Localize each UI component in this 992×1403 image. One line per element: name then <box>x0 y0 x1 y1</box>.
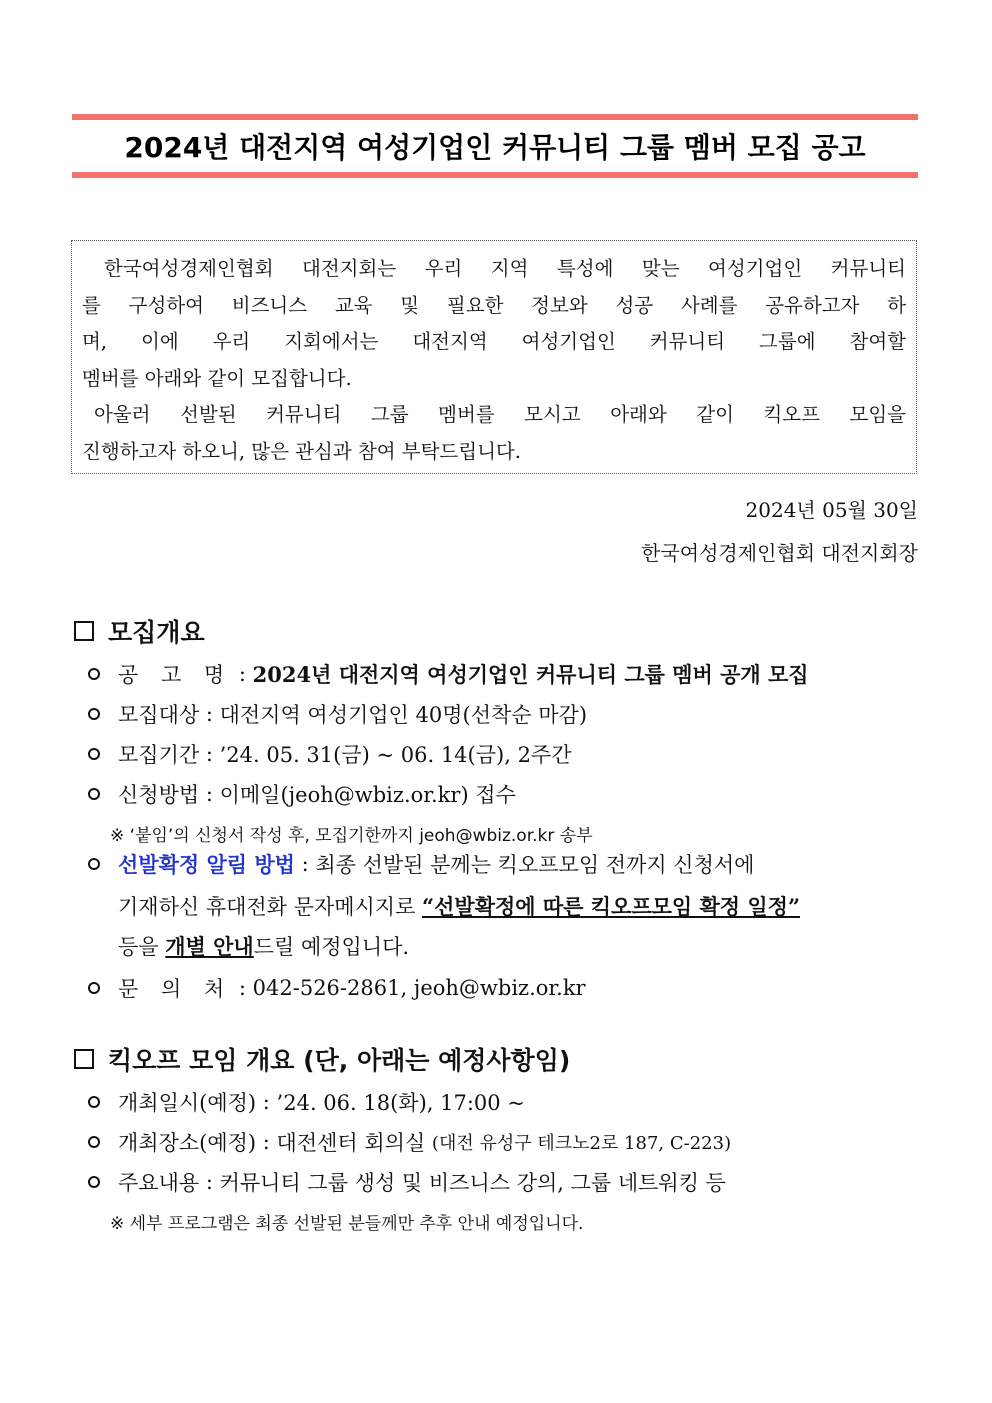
section-heading-recruitment <box>74 613 205 649</box>
notify-line-2 <box>118 891 800 921</box>
item-notice-name: 공 고 명 : 2024년 대전지역 여성기업인 커뮤니티 그룹 멤버 공개 모집 <box>88 659 809 689</box>
item-value: 2024년 대전지역 여성기업인 커뮤니티 그룹 멤버 공개 모집 <box>252 662 809 687</box>
item-label: 공 고 명 <box>118 663 233 687</box>
item-label: 개최장소(예정) <box>118 1131 257 1155</box>
item-value: 최종 선발된 분께는 킥오프모임 전까지 신청서에 <box>315 853 755 877</box>
item-datetime: 개최일시(예정) : ’24. 06. 18(화), 17:00 ~ <box>88 1087 525 1117</box>
item-value: ’24. 06. 18(화), 17:00 ~ <box>276 1091 525 1115</box>
circle-bullet-icon <box>88 788 100 800</box>
circle-bullet-icon <box>88 708 100 720</box>
item-value: ’24. 05. 31(금) ~ 06. 14(금), 2주간 <box>219 743 572 767</box>
item-period: 모집기간 : ’24. 05. 31(금) ~ 06. 14(금), 2주간 <box>88 739 572 769</box>
section-heading-kickoff <box>74 1041 570 1077</box>
notice-date: 2024년 05월 30일 <box>745 498 918 522</box>
item-contact: 문 의 처 : 042-526-2861, jeoh@wbiz.or.kr <box>88 973 586 1003</box>
intro-line: 를 구성하여 비즈니스 교육 및 필요한 정보와 성공 사례를 공유하고자 하 <box>82 293 906 317</box>
item-label: 개최일시(예정) <box>118 1091 257 1115</box>
item-method: 신청방법 : 이메일(jeoh@wbiz.or.kr) 접수 <box>88 779 516 809</box>
intro-line: 진행하고자 하오니, 많은 관심과 참여 부탁드립니다. <box>82 439 521 463</box>
intro-box <box>71 240 917 474</box>
circle-bullet-icon <box>88 748 100 760</box>
notify-text: 등을 <box>118 935 159 959</box>
method-note: ※ ‘붙임’의 신청서 작성 후, 모집기한까지 jeoh@wbiz.or.kr 송부 <box>110 826 593 846</box>
notify-text: 드릴 예정입니다. <box>253 935 410 959</box>
item-value: 커뮤니티 그룹 생성 및 비즈니스 강의, 그룹 네트워킹 등 <box>219 1171 726 1195</box>
item-label: 신청방법 <box>118 783 200 807</box>
title-banner <box>72 114 918 178</box>
item-content: 주요내용 : 커뮤니티 그룹 생성 및 비즈니스 강의, 그룹 네트워킹 등 <box>88 1167 726 1197</box>
intro-line: 멤버를 아래와 같이 모집합니다. <box>82 366 352 390</box>
item-value: 대전지역 여성기업인 40명(선착순 마감) <box>219 703 588 727</box>
item-label: 모집기간 <box>118 743 200 767</box>
item-value: 042-526-2861, jeoh@wbiz.or.kr <box>252 976 586 1000</box>
item-label: 선발확정 알림 방법 <box>118 852 295 877</box>
notify-line-3 <box>118 931 409 961</box>
intro-line: 며, 이에 우리 지회에서는 대전지역 여성기업인 커뮤니티 그룹에 참여할 <box>82 330 906 353</box>
circle-bullet-icon <box>88 1176 100 1188</box>
item-venue: 개최장소(예정) : 대전센터 회의실 (대전 유성구 테크노2로 187, C-223) <box>88 1127 731 1157</box>
notify-text: 기재하신 휴대전화 문자메시지로 <box>118 895 416 919</box>
notify-emphasis: 개별 안내 <box>165 934 254 959</box>
circle-bullet-icon <box>88 668 100 680</box>
circle-bullet-icon <box>88 1136 100 1148</box>
item-label: 문 의 처 <box>118 977 233 1001</box>
item-notify: 선발확정 알림 방법 : 최종 선발된 분께는 킥오프모임 전까지 신청서에 <box>88 849 754 879</box>
item-target: 모집대상 : 대전지역 여성기업인 40명(선착순 마감) <box>88 699 587 729</box>
notify-emphasis: “선발확정에 따른 킥오프모임 확정 일정” <box>422 894 801 919</box>
item-label: 주요내용 <box>118 1171 200 1195</box>
circle-bullet-icon <box>88 982 100 994</box>
square-bullet-icon <box>74 1049 94 1069</box>
issuer: 한국여성경제인협회 대전지회장 <box>641 541 918 565</box>
item-value: 대전센터 회의실 <box>276 1131 426 1155</box>
item-value: 이메일(jeoh@wbiz.or.kr) 접수 <box>219 783 516 807</box>
page-title: 2024년 대전지역 여성기업인 커뮤니티 그룹 멤버 모집 공고 <box>124 131 866 164</box>
intro-line: 아울러 선발된 커뮤니티 그룹 멤버를 모시고 아래와 같이 킥오프 모임을 <box>94 403 906 426</box>
venue-address: (대전 유성구 테크노2로 187, C-223) <box>431 1133 732 1154</box>
item-label: 모집대상 <box>118 703 200 727</box>
circle-bullet-icon <box>88 1096 100 1108</box>
program-note: ※ 세부 프로그램은 최종 선발된 분들께만 추후 안내 예정입니다. <box>110 1214 584 1234</box>
section-title: 킥오프 모임 개요 (단, 아래는 예정사항임) <box>108 1046 571 1075</box>
circle-bullet-icon <box>88 858 100 870</box>
square-bullet-icon <box>74 621 94 641</box>
section-title: 모집개요 <box>108 618 205 647</box>
intro-line: 한국여성경제인협회 대전지회는 우리 지역 특성에 맞는 여성기업인 커뮤니티 <box>104 257 906 280</box>
